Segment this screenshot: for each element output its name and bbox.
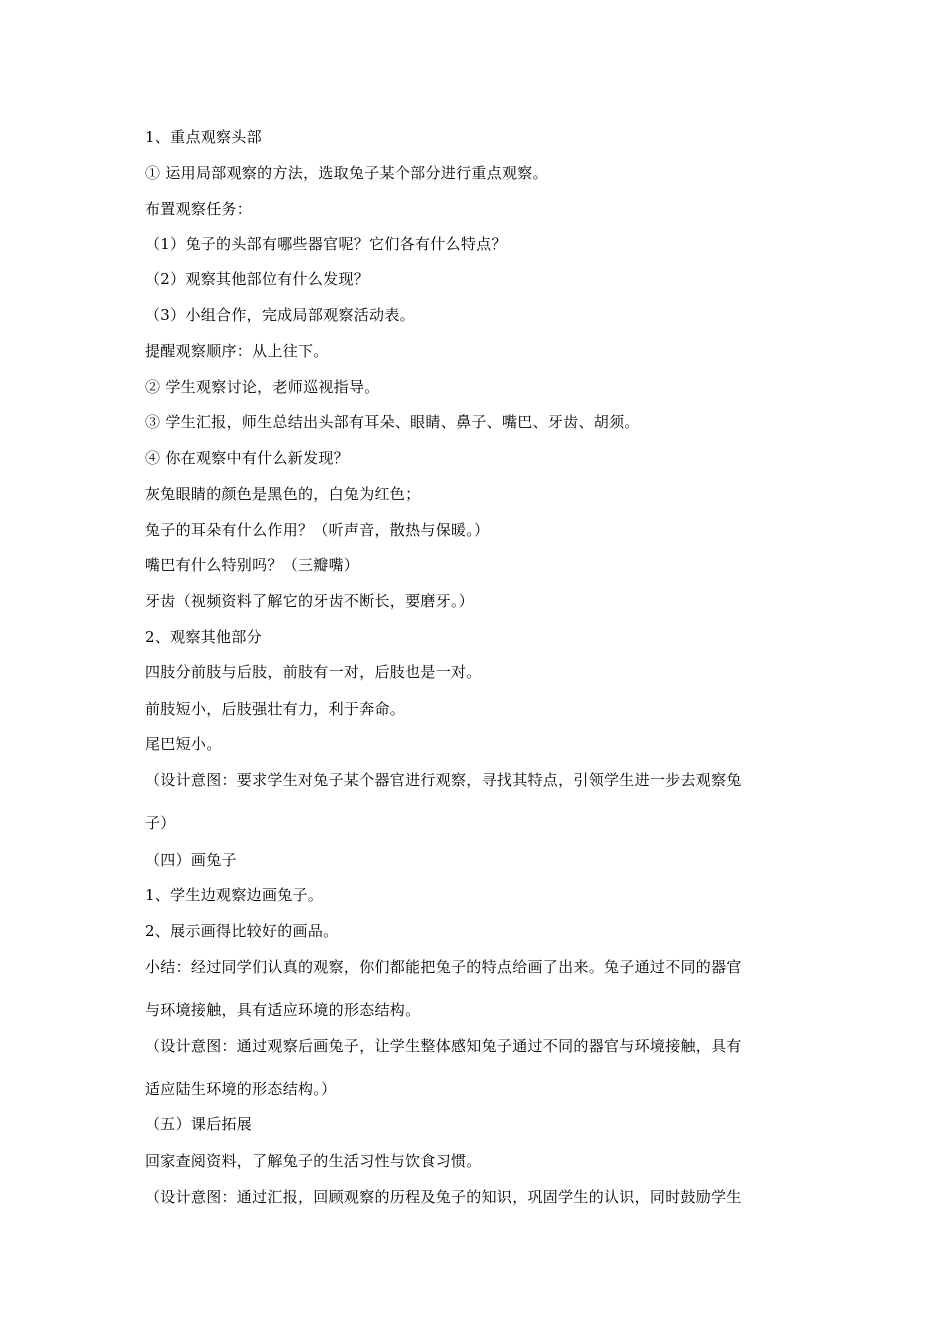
task-item-1: （1）兔子的头部有哪些器官呢？它们各有什么特点？ xyxy=(145,235,507,253)
paragraph-line: ① 运用局部观察的方法，选取兔子某个部分进行重点观察。 xyxy=(145,164,548,182)
paragraph-line: ③ 学生汇报，师生总结出头部有耳朵、眼睛、鼻子、嘴巴、牙齿、胡须。 xyxy=(145,413,640,431)
design-intent-note: （设计意图：要求学生对兔子某个器官进行观察，寻找其特点，引领学生进一步去观察兔 xyxy=(145,771,742,789)
task-item-3: （3）小组合作，完成局部观察活动表。 xyxy=(145,306,415,324)
paragraph-line: 1、学生边观察边画兔子。 xyxy=(145,886,324,904)
paragraph-line: 四肢分前肢与后肢，前肢有一对，后肢也是一对。 xyxy=(145,663,482,681)
design-intent-note: （设计意图：通过汇报，回顾观察的历程及兔子的知识，巩固学生的认识，同时鼓励学生 xyxy=(145,1188,742,1206)
design-intent-note-cont: 适应陆生环境的形态结构。） xyxy=(145,1080,337,1098)
summary-paragraph-cont: 与环境接触，具有适应环境的形态结构。 xyxy=(145,1001,421,1019)
paragraph-line: 2、展示画得比较好的画品。 xyxy=(145,922,339,940)
section-heading-observe-head: 1、重点观察头部 xyxy=(145,128,262,146)
summary-paragraph: 小结：经过同学们认真的观察，你们都能把兔子的特点给画了出来。兔子通过不同的器官 xyxy=(145,958,742,976)
paragraph-line: ② 学生观察讨论，老师巡视指导。 xyxy=(145,378,380,396)
paragraph-line: 回家查阅资料，了解兔子的生活习性与饮食习惯。 xyxy=(145,1152,482,1170)
design-intent-note-cont: 子） xyxy=(145,814,176,832)
paragraph-line: 尾巴短小。 xyxy=(145,735,222,753)
paragraph-line: 布置观察任务： xyxy=(145,200,253,218)
design-intent-note: （设计意图：通过观察后画兔子，让学生整体感知兔子通过不同的器官与环境接触，具有 xyxy=(145,1037,742,1055)
section-heading-observe-other: 2、观察其他部分 xyxy=(145,628,262,646)
paragraph-line: ④ 你在观察中有什么新发现？ xyxy=(145,449,349,467)
section-heading-extension: （五）课后拓展 xyxy=(145,1115,253,1133)
section-heading-draw-rabbit: （四）画兔子 xyxy=(145,851,237,869)
paragraph-line: 兔子的耳朵有什么作用？（听声音，散热与保暖。） xyxy=(145,521,490,539)
task-item-2: （2）观察其他部位有什么发现？ xyxy=(145,270,370,288)
paragraph-line: 嘴巴有什么特别吗？（三瓣嘴） xyxy=(145,556,360,574)
paragraph-line: 牙齿（视频资料了解它的牙齿不断长，要磨牙。） xyxy=(145,592,475,610)
paragraph-line: 前肢短小，后肢强壮有力，利于奔命。 xyxy=(145,700,406,718)
paragraph-line: 灰兔眼睛的颜色是黑色的，白兔为红色； xyxy=(145,485,421,503)
paragraph-line: 提醒观察顺序：从上往下。 xyxy=(145,342,329,360)
